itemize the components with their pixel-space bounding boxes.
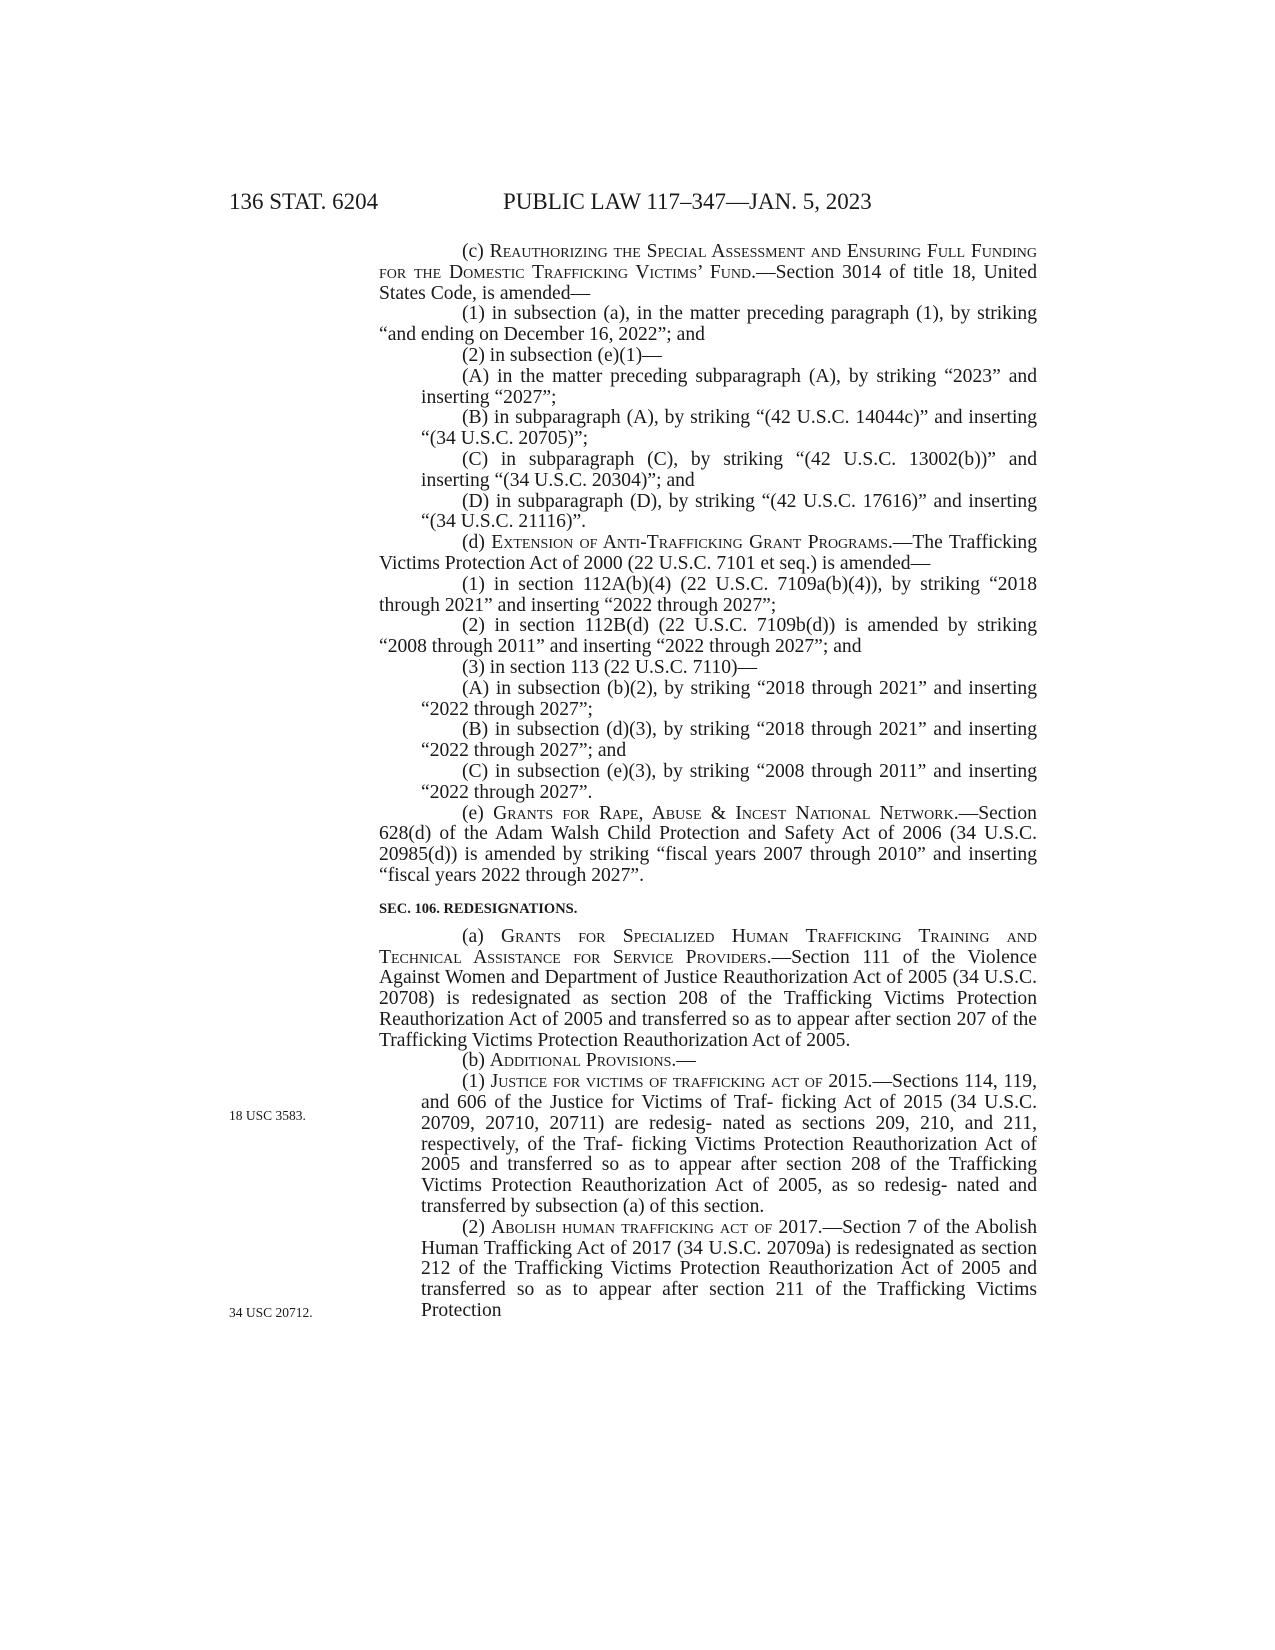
subsection-c: (c) Reauthorizing the Special Assessment and Ensuring Full Funding for the Domestic Trafficking Victims’ Fund.—Section 3014 of title 18, United States Code, is amended—: [379, 241, 1038, 304]
subsection-e: (e) Grants for Rape, Abuse & Incest National Network.—Section 628(d) of the Adam Walsh Child Protection and Safety Act of 2006 (34 U.S.C. 20985(d)) is amended by striking “fiscal years 2007 through 2010” and inserting “fiscal years 2022 through 2027”.: [379, 802, 1037, 886]
section-106-heading: SEC. 106. REDESIGNATIONS.: [379, 900, 578, 917]
section-106-a: (a) Grants for Specialized Human Trafficking Training and Technical Assistance for Service Providers.—Section 111 of the Violence Against Women and Department of Justice Reauthorization Act of 2005 (34 U.S.C. 20708) is redesignated as section 208 of the Trafficking Victims Protection Reauthorization Act of 2005 and transferred so as to appear after section 207 of the Trafficking Victims Protection Reauthorization Act of 2005.: [379, 925, 1037, 1051]
section-106-b-heading: Additional Provisions.: [489, 1050, 677, 1072]
subsection-d-heading: Extension of Anti-Trafficking Grant Programs.: [491, 532, 893, 554]
subsection-d-3-B: (B) in subsection (d)(3), by striking “2018 through 2021” and inserting “2022 through 2027”; and: [421, 719, 1037, 762]
subsection-d: (d) Extension of Anti-Trafficking Grant Programs.—The Trafficking Victims Protection Act of 2000 (22 U.S.C. 7101 et seq.) is amended—: [379, 532, 1037, 574]
section-106-b: (b) Additional Provisions.—: [462, 1050, 696, 1072]
section-106-a-heading: Grants for Specialized Human Trafficking Training and Technical Assistance for Service Providers.: [379, 925, 1037, 968]
margin-note-34-usc-20712: 34 USC 20712.: [229, 1305, 313, 1320]
section-106-b-2-heading: Abolish human trafficking act of 2017.: [491, 1216, 823, 1238]
subsection-c-2-C: (C) in subparagraph (C), by striking “(42 U.S.C. 13002(b))” and inserting “(34 U.S.C. 20304)”; and: [421, 448, 1037, 491]
subsection-d-3: (3) in section 113 (22 U.S.C. 7110)—: [462, 656, 758, 678]
margin-note-18-usc-3583: 18 USC 3583.: [229, 1108, 306, 1123]
subsection-c-2-B: (B) in subparagraph (A), by striking “(42 U.S.C. 14044c)” and inserting “(34 U.S.C. 20705)”;: [421, 407, 1037, 450]
page-header: [0, 186, 1275, 218]
subsection-c-2-A: (A) in the matter preceding subparagraph (A), by striking “2023” and inserting “2027”;: [421, 365, 1037, 408]
public-law-title: PUBLIC LAW 117–347—JAN. 5, 2023: [503, 189, 872, 214]
subsection-d-2: (2) in section 112B(d) (22 U.S.C. 7109b(d)) is amended by striking “2008 through 2011” and inserting “2022 through 2027”; and: [379, 615, 1037, 658]
subsection-c-2: (2) in subsection (e)(1)—: [462, 344, 662, 366]
stat-citation: 136 STAT. 6204: [229, 189, 379, 214]
subsection-e-heading: Grants for Rape, Abuse & Incest National Network.: [493, 802, 959, 824]
section-106-b-1-heading: Justice for victims of trafficking act of 2015.: [490, 1071, 873, 1093]
subsection-d-3-A: (A) in subsection (b)(2), by striking “2018 through 2021” and inserting “2022 through 2027”;: [421, 677, 1037, 720]
document-body: [379, 242, 1037, 1322]
subsection-d-1: (1) in section 112A(b)(4) (22 U.S.C. 7109a(b)(4)), by striking “2018 through 2021” and inserting “2022 through 2027”;: [379, 573, 1037, 616]
subsection-c-1: (1) in subsection (a), in the matter preceding paragraph (1), by striking “and ending on December 16, 2022”; and: [379, 303, 1037, 346]
section-106-b-2: (2) Abolish human trafficking act of 2017.—Section 7 of the Abolish Human Trafficking Act of 2017 (34 U.S.C. 20709a) is redesignated as section 212 of the Trafficking Victims Protection Reauthorization Act of 2005 and transferred so as to appear after section 211 of the Trafficking Victims Protection: [421, 1216, 1037, 1322]
subsection-c-2-D: (D) in subparagraph (D), by striking “(42 U.S.C. 17616)” and inserting “(34 U.S.C. 21116)”.: [421, 490, 1037, 533]
subsection-c-heading: Reauthorizing the Special Assessment and Ensuring Full Funding for the Domestic Trafficking Victims’ Fund.: [379, 241, 1038, 283]
subsection-d-3-C: (C) in subsection (e)(3), by striking “2008 through 2011” and inserting “2022 through 2027”.: [421, 760, 1037, 803]
section-106-b-1: (1) Justice for victims of trafficking act of 2015.—Sections 114, 119, and 606 of the Justice for Victims of Traf- ficking Act of 2015 (34 U.S.C. 20709, 20710, 20711) are redesig- nated as sections 209, 210, and 211, respectively, of the Traf- ficking Victims Protection Reauthorization Act of 2005 and transferred so as to appear after section 208 of the Trafficking Victims Protection Reauthorization Act of 2005, as so redesig- nated and transferred by subsection (a) of this section.: [421, 1071, 1037, 1218]
